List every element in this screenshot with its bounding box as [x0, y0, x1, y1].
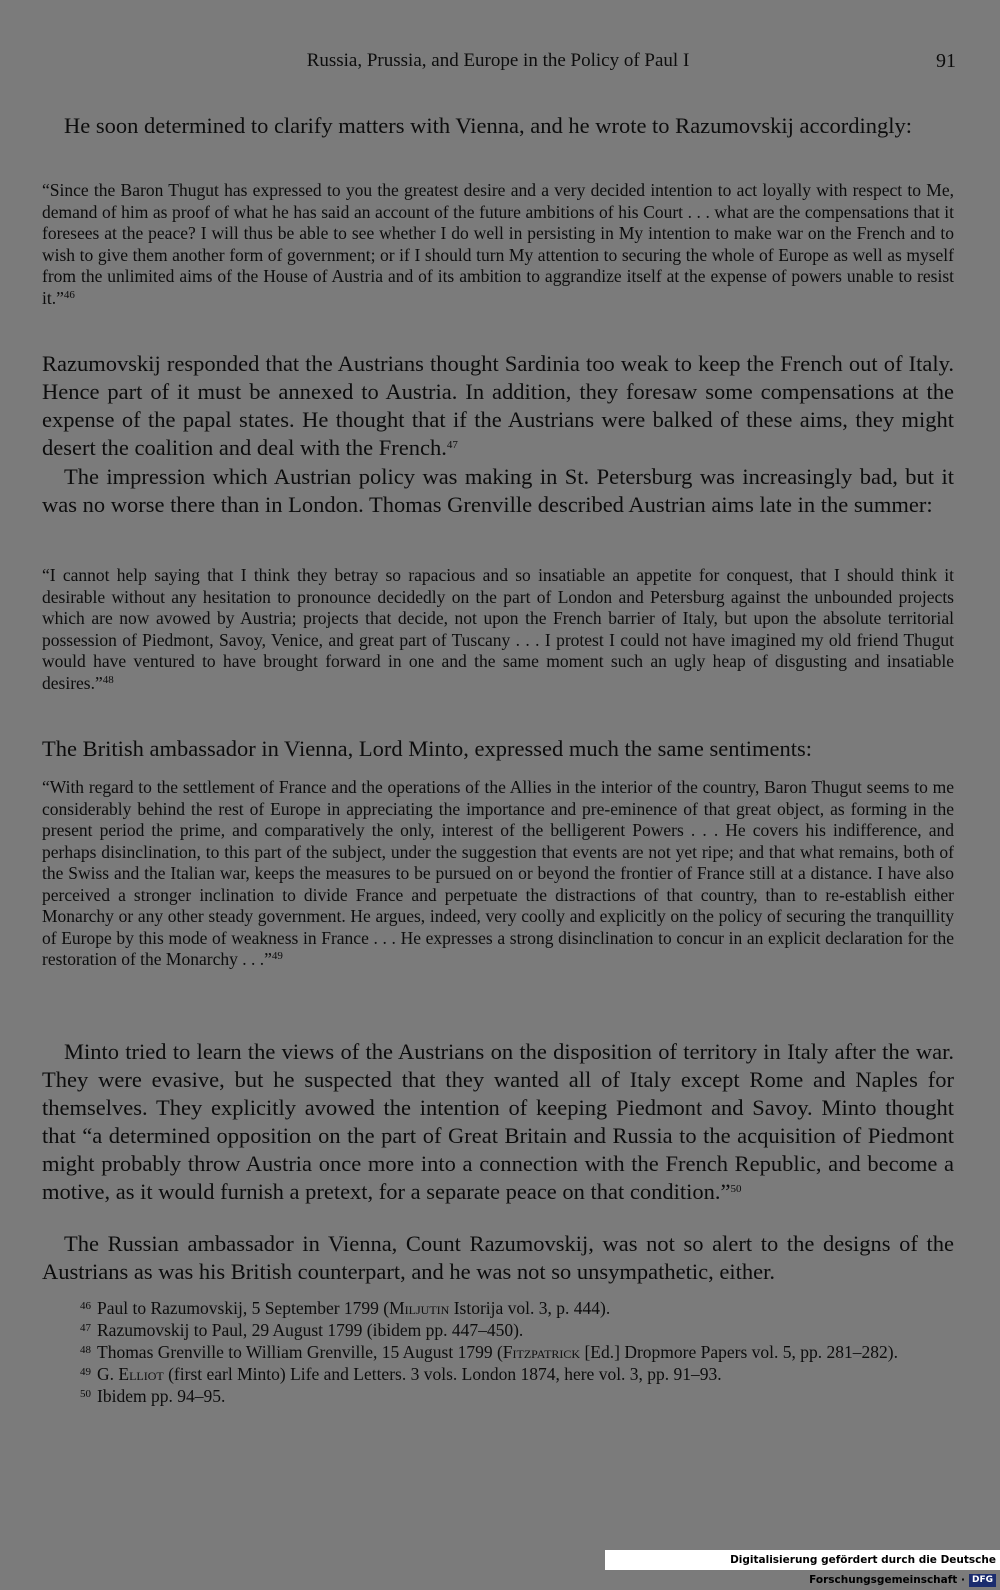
- footnote-ref[interactable]: 47: [446, 439, 458, 451]
- quote-text: “I cannot help saying that I think they betray so rapacious and so insatiable an appetite for conquest, that I should think it desirable without any hesitation to pronounce decidedly on the part of London and Petersburg against the unbounded projects which are now avowed by Austria; projects that decide, not upon the French barrier of Italy, but upon the absolute territorial possession of Piedmont, Savoy, Venice, and great part of Tuscany . . . I protest I could not have imagined my old friend Thugut would have ventured to have brought forward in one and the same moment such an ugly heap of disgusting and insatiable desires.”: [42, 565, 954, 693]
- credit-text: Digitalisierung gefördert durch die Deutsche Forschungsgemeinschaft ·: [730, 1554, 996, 1586]
- paragraph-5: Minto tried to learn the views of the Austrians on the disposition of territory in Italy after the war. They were evasive, but he suspected that they wanted all of Italy except Rome and Naples for themselves. They explicitly avowed the intention of keeping Piedmont and Savoy. Minto thought that “a determined opposition on the part of Great Britain and Russia to the acquisition of Piedmont might probably throw Austria once more into a connection with the French Republic, and become a motive, as it would furnish a pretext, for a separate peace on that condition.”$^{50}$: [42, 1039, 954, 1204]
- quote-text: “With regard to the settlement of France and the operations of the Allies in the interior of the country, Baron Thugut seems to me considerably behind the rest of Europe in appreciating the importance and pre-eminence of that great object, as forming in the present period the prime, and comparatively the only, interest of the belligerent Powers . . . He covers his indifference, and perhaps disinclination, to this part of the subject, under the suggestion that events are not yet ripe; and that what remains, both of the Swiss and the Italian war, keeps the measures to be pursued on or beyond the frontier of France still at a distance. I have also perceived a stronger inclination to divide France and perpetuate the distractions of that country, than to re-establish either Monarchy or any other steady government. He argues, indeed, very coolly and explicitly on the policy of securing the tranquillity of Europe by this mode of weakness in France . . . He expresses a strong disinclination to concur in an explicit declaration for the restoration of the Monarchy . . .”: [42, 777, 954, 969]
- paragraph-3: The impression which Austrian policy was making in St. Petersburg was increasingly bad, but it was no worse there than in London. Thomas Grenville described Austrian aims late in the summer:: [42, 464, 954, 517]
- digitization-credit: [605, 1550, 1000, 1586]
- paragraph-4: The British ambassador in Vienna, Lord Minto, expressed much the same sentiments:: [42, 736, 812, 761]
- page-number: 91: [936, 50, 956, 72]
- blockquote-3: [42, 777, 954, 971]
- footnote: $^{49}$ G. Elliot (first earl Minto) Life and Letters. 3 vols. London 1874, here vol. 3, pp. 91–93.: [80, 1364, 722, 1384]
- page-header: [40, 50, 956, 80]
- footnote: $^{50}$ Ibidem pp. 94–95.: [80, 1386, 226, 1406]
- footnote-ref[interactable]: 48: [102, 673, 114, 686]
- footnote-ref[interactable]: 49: [271, 950, 283, 962]
- footnote: $^{48}$ Thomas Grenville to William Grenville, 15 August 1799 (Fitzpatrick [Ed.] Dropmore Papers vol. 5, pp. 281–282).: [80, 1342, 898, 1362]
- footnotes: [42, 1297, 954, 1407]
- blockquote-2: [42, 565, 954, 694]
- footnote-ref[interactable]: 50: [730, 1183, 742, 1195]
- blockquote-1: [42, 180, 954, 309]
- quote-text: “Since the Baron Thugut has expressed to you the greatest desire and a very decided intention to act loyally with respect to Me, demand of him as proof of what he has said an account of the future ambitions of his Court . . . what are the compensations that it foresees at the peace? I will thus be able to see whether I do well in persisting in My intention to make war on the French and to wish to give them another form of government; or if I should turn My attention to securing the whole of Europe as well as myself from the unlimited aims of the House of Austria and of its ambition to aggrandize itself at the expense of powers unable to resist it.”: [42, 180, 954, 308]
- footnote: $^{47}$ Razumovskij to Paul, 29 August 1799 (ibidem pp. 447–450).: [80, 1320, 524, 1340]
- footnote: $^{46}$ Paul to Razumovskij, 5 September 1799 (Miljutin Istorija vol. 3, p. 444).: [80, 1298, 611, 1318]
- dfg-logo-icon: DFG: [969, 1574, 996, 1587]
- footnote-ref[interactable]: 46: [63, 288, 75, 301]
- paragraph-6: The Russian ambassador in Vienna, Count Razumovskij, was not so alert to the designs of the Austrians as was his British counterpart, and he was not so unsympathetic, either.: [42, 1231, 954, 1284]
- running-head: Russia, Prussia, and Europe in the Policy of Paul I: [306, 50, 690, 71]
- paragraph-1: He soon determined to clarify matters with Vienna, and he wrote to Razumovskij accordingly:: [64, 113, 913, 138]
- paragraph-2: Razumovskij responded that the Austrians thought Sardinia too weak to keep the French out of Italy. Hence part of it must be annexed to Austria. In addition, they foresaw some compensations at the expense of the papal states. He thought that if the Austrians were balked of these aims, they might desert the coalition and deal with the French.$^{47}$: [42, 351, 954, 460]
